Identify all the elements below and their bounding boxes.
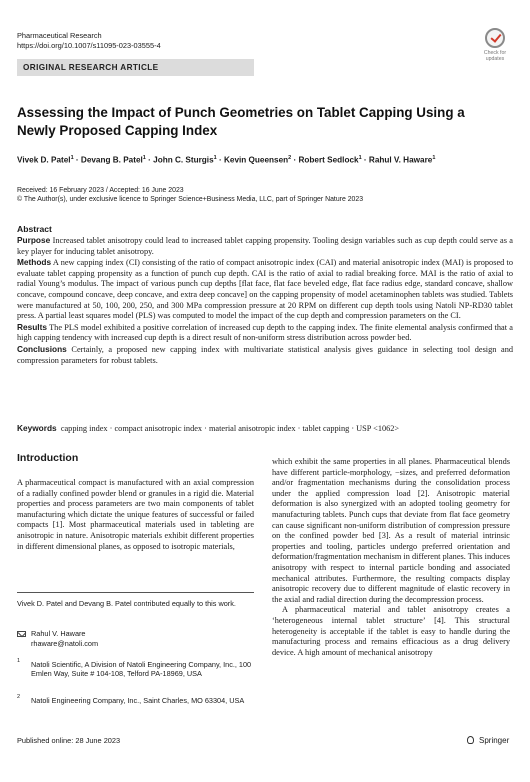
intro-paragraph-2: which exhibit the same properties in all planes. Pharmaceutical blends have different particle-morphology, −sizes, and preferred deformation and/or fragmentation mechanisms during the consolidation process under the applied compression load [2]. Anisotropic material deformation is also synergized with an adopted tooling geometry for manufacturing tablets. Punch cups that deviate from flat face geometry can cause significant non-uniform distribution of compression pressure on the confined powder bed [3]. As a result of material intrinsic properties and tooling, particles undergo preferred orientation and deformation/fragmentation mechanism in different planes. This induces anisotropy with respect to internal particle bonding and associated mechanical attributes. Furthermore, the resulting compacts display anisotropic recovery due to different magnitude of elastic recovery in the axial and radial direction during the decompression process. bbox=[272, 457, 510, 604]
results-label: Results bbox=[17, 321, 47, 332]
check-for-updates-badge[interactable] bbox=[478, 28, 512, 68]
author-name[interactable]: Kevin Queensen bbox=[223, 155, 289, 165]
purpose-label: Purpose bbox=[17, 235, 51, 245]
abstract-heading: Abstract bbox=[17, 224, 52, 234]
author-name[interactable]: Robert Sedlock bbox=[298, 155, 359, 165]
affiliation-1: Natoli Scientific, A Division of Natoli Engineering Company, Inc., 100 Emlen Way, Suite # 104-108, Telford PA-18969, USA bbox=[31, 660, 252, 679]
intro-right-column bbox=[272, 457, 510, 658]
keywords-line bbox=[17, 423, 513, 435]
keywords-text: capping index · compact anisotropic index · material anisotropic index · tablet capping · USP <1062> bbox=[60, 424, 400, 433]
introduction-heading: Introduction bbox=[17, 452, 79, 464]
article-type-banner: ORIGINAL RESEARCH ARTICLE bbox=[17, 59, 254, 76]
conclusions-label: Conclusions bbox=[17, 343, 67, 354]
conclusions-text: Certainly, a proposed new capping index with multivariate statistical analysis gives guidance in selecting tool design and compression parameters for robust tablets. bbox=[17, 344, 513, 365]
article-title: Assessing the Impact of Punch Geometries on Tablet Capping Using a Newly Proposed Capping Index bbox=[17, 105, 465, 138]
author-affiliation-marker: 1 bbox=[358, 155, 362, 161]
copyright-notice: © The Author(s), under exclusive licence to Springer Science+Business Media, LLC, part of Springer Nature 2023 bbox=[17, 196, 364, 203]
corresponding-author-email[interactable]: rhaware@natoli.com bbox=[31, 639, 99, 648]
keywords-label: Keywords bbox=[17, 423, 57, 433]
abstract-purpose bbox=[17, 235, 513, 257]
results-text: The PLS model exhibited a positive correlation of increased cup depth to the capping index. The finite elemental analysis confirmed that a high capping tendency with increased cup depth is a direct result of non-uniform stress distribution across powder bed. bbox=[17, 322, 513, 343]
author-list bbox=[17, 155, 435, 165]
abstract-conclusions bbox=[17, 344, 513, 366]
purpose-text: Increased tablet anisotropy could lead to increased tablet capping propensity. Tooling design variables such as cup depth could serve as a key player for inducing tablet anisotropy. bbox=[17, 236, 513, 256]
methods-text: A new capping index (CI) consisting of the ratio of compact anisotropic index (CAI) and material anisotropic index (MAI) is proposed to evaluate tablet capping propensity as a function of punch cup depth. CAI is the ratio of axial to radial breaking force. MAI is the ratio of axial to radial Young’s modulus. The impact of various punch cup depths [flat face, flat face beveled edge, flat face radius edge, standard concave, shallow concave, compound concave, deep concave, and extra deep concave] on the capping propensity of model acetaminophen tablets was studied. Tablets were manufactured at 50, 100, 200, 250, and 300 MPa compression pressure at 20 RPM on different cup depth tools using Natoli NP-RD30 tablet press. A partial least squares model (PLS) was computed to model the impact of the cup depth and compression parameters on the CI. bbox=[17, 258, 513, 321]
check-updates-label-line2: updates bbox=[485, 56, 505, 62]
author-name[interactable]: Devang B. Patel bbox=[80, 155, 143, 165]
intro-paragraph-1: A pharmaceutical compact is manufactured with an axial compression of a radially confined powder blend or granules in a rigid die. Material properties and process parameters are two main components of tablet manufacturing which dictate the unique features of successful or failed compacts [1]. Most pharmaceutical materials used in tableting are anisotropic in nature. Anisotropic materials exhibit different properties in different dimensional planes, as opposed to isotropic materials, bbox=[17, 478, 254, 551]
check-updates-label-line1: Check for bbox=[483, 50, 507, 56]
author-separator: · bbox=[145, 155, 154, 165]
check-updates-icon bbox=[485, 28, 505, 48]
published-online-date: Published online: 28 June 2023 bbox=[17, 736, 121, 745]
equal-contribution-note: Vivek D. Patel and Devang B. Patel contributed equally to this work. bbox=[17, 599, 236, 608]
springer-horse-icon bbox=[466, 735, 476, 745]
author-affiliation-marker: 1 bbox=[432, 155, 436, 161]
affiliation-2: Natoli Engineering Company, Inc., Saint Charles, MO 63304, USA bbox=[31, 696, 245, 705]
publisher-name: Springer bbox=[479, 735, 510, 745]
mail-icon bbox=[17, 631, 26, 637]
author-separator: · bbox=[361, 155, 369, 165]
affiliation-2-number: 2 bbox=[17, 694, 21, 700]
author-affiliation-marker: 2 bbox=[288, 155, 292, 161]
received-accepted-dates: Received: 16 February 2023 / Accepted: 16 June 2023 bbox=[17, 187, 184, 194]
author-separator: · bbox=[216, 155, 224, 165]
abstract-results bbox=[17, 322, 513, 344]
author-name[interactable]: John C. Sturgis bbox=[153, 155, 214, 165]
springer-logo bbox=[466, 735, 509, 745]
affiliation-1-number: 1 bbox=[17, 658, 21, 664]
author-affiliation-marker: 1 bbox=[70, 155, 74, 161]
methods-label: Methods bbox=[17, 257, 52, 268]
intro-left-column bbox=[17, 478, 254, 552]
author-name[interactable]: Vivek D. Patel bbox=[17, 155, 71, 165]
intro-paragraph-3: A pharmaceutical material and tablet anisotropy creates a ‘heterogeneous internal tablet structure’ [4]. This structural heterogeneity is acceptable if the tablet is easy to handle during the manufacturing process and remains efficacious as a drug delivery device. A high amount of mechanical anisotropy bbox=[272, 605, 510, 657]
author-separator: · bbox=[73, 155, 81, 165]
journal-name: Pharmaceutical Research bbox=[17, 31, 102, 40]
author-separator: · bbox=[291, 155, 299, 165]
abstract-body bbox=[17, 235, 513, 366]
corresponding-author-name: Rahul V. Haware bbox=[31, 629, 86, 638]
abstract-methods bbox=[17, 257, 513, 322]
doi-link[interactable]: https://doi.org/10.1007/s11095-023-03555-4 bbox=[17, 41, 161, 50]
author-affiliation-marker: 1 bbox=[213, 155, 217, 161]
author-name[interactable]: Rahul V. Haware bbox=[368, 155, 433, 165]
footnote-divider bbox=[17, 592, 254, 593]
author-affiliation-marker: 1 bbox=[142, 155, 146, 161]
